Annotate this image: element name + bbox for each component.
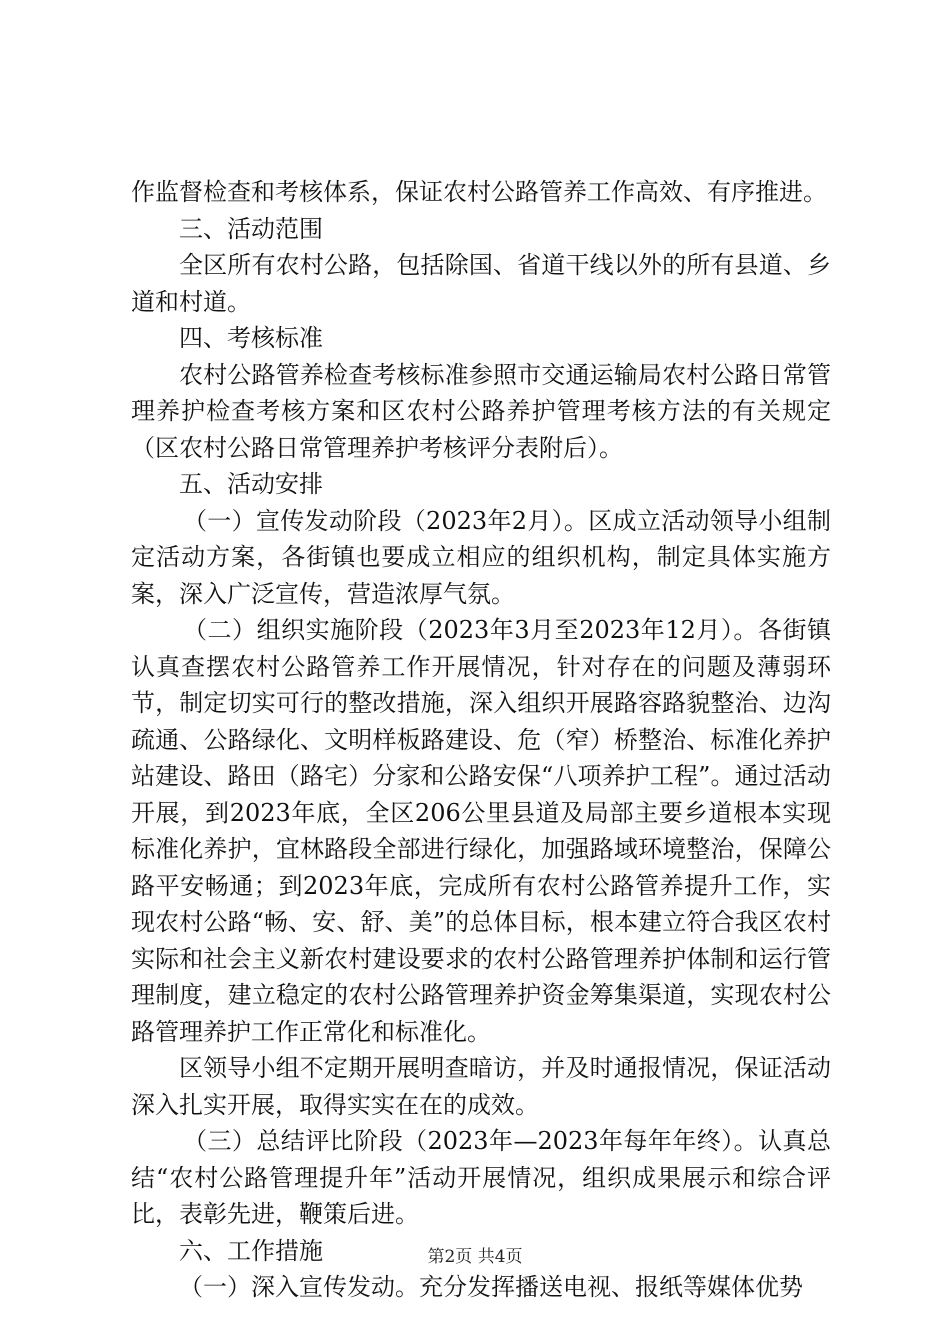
paragraph-continuation: 作监督检查和考核体系，保证农村公路管养工作高效、有序推进。: [131, 178, 827, 206]
paragraph-stage-implementation: （二）组织实施阶段（2023年3月至2023年12月）。各街镇认真查摆农村公路管养工作开展情况，针对存在的问题及薄弱环节，制定切实可行的整改措施，深入组织开展路容路貌整治、边沟疏通、公路绿化、文明样板路建设、危（窄）桥整治、标准化养护站建设、路田（路宅）分家和公路安保“八项养护工程”。通过活动开展，到2023年底，全区206公里县道及局部主要乡道根本实现标准化养护，宜林路段全部进行绿化，加强路域环境整治，保障公路平安畅通；到2023年底，完成所有农村公路管养提升工作，实现农村公路“畅、安、舒、美”的总体目标，根本建立符合我区农村实际和社会主义新农村建设要求的农村公路管理养护体制和运行管理制度，建立稳定的农村公路管理养护资金筹集渠道，实现农村公路管理养护工作正常化和标准化。: [131, 616, 831, 1046]
paragraph-stage-summary: （三）总结评比阶段（2023年—2023年每年年终）。认真总结“农村公路管理提升年”活动开展情况，组织成果展示和综合评比，表彰先进，鞭策后进。: [131, 1127, 831, 1228]
paragraph-measure-publicity: （一）深入宣传发动。充分发挥播送电视、报纸等媒体优势: [179, 1273, 803, 1301]
heading-activity-arrangement: 五、活动安排: [179, 470, 323, 498]
page-number-footer: 第2页 共4页: [427, 1247, 523, 1267]
paragraph-stage-publicity: （一）宣传发动阶段（2023年2月）。区成立活动领导小组制定活动方案，各街镇也要成立相应的组织机构，制定具体实施方案，深入广泛宣传，营造浓厚气氛。: [131, 506, 831, 608]
heading-activity-scope: 三、活动范围: [179, 214, 323, 243]
paragraph-standard: 农村公路管养检查考核标准参照市交通运输局农村公路日常管理养护检查考核方案和区农村公路养护管理考核方法的有关规定（区农村公路日常管理养护考核评分表附后）。: [131, 360, 831, 462]
paragraph-inspection: 区领导小组不定期开展明查暗访，并及时通报情况，保证活动深入扎实开展，取得实实在在的成效。: [131, 1054, 831, 1119]
paragraph-scope: 全区所有农村公路，包括除国、省道干线以外的所有县道、乡道和村道。: [131, 251, 831, 316]
heading-work-measures: 六、工作措施: [179, 1236, 323, 1265]
document-body: [131, 174, 831, 1306]
heading-assessment-standard: 四、考核标准: [179, 324, 323, 352]
